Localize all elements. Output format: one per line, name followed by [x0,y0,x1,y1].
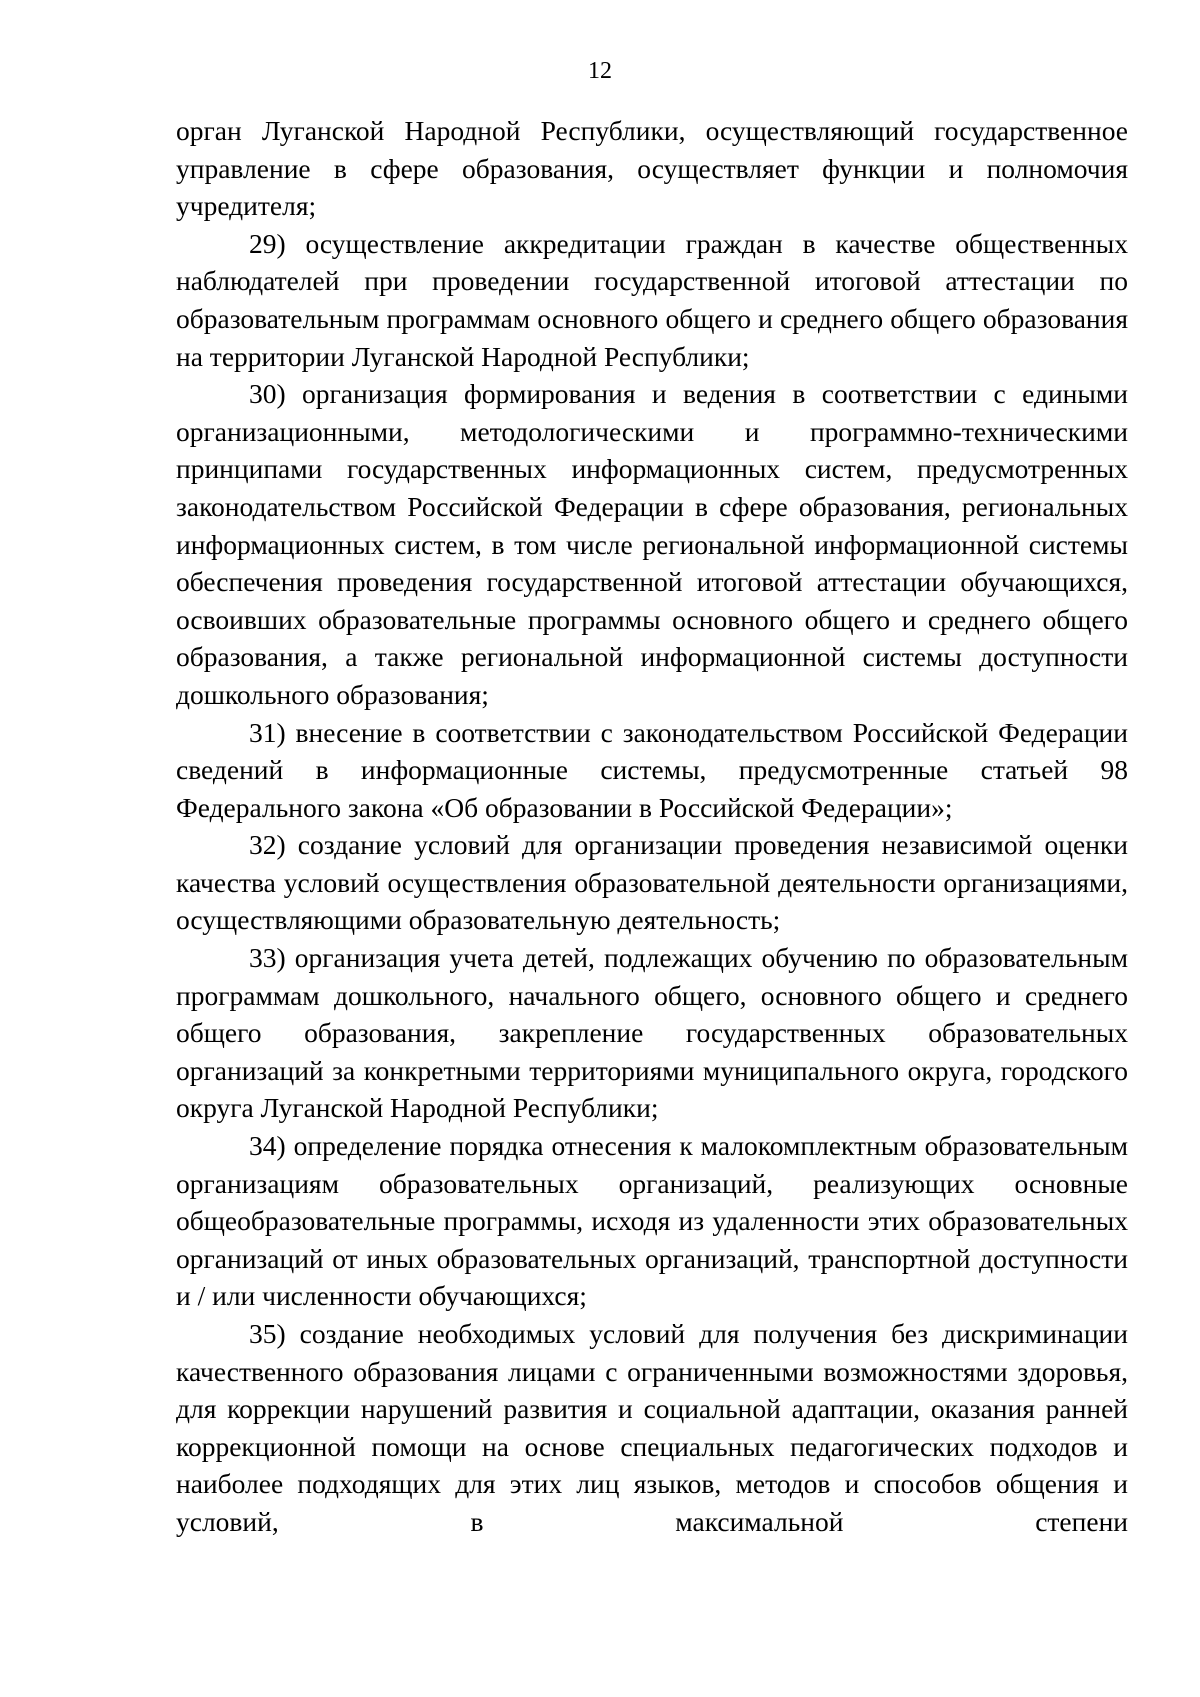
paragraph-item-29: 29) осуществление аккредитации граждан в качестве общественных наблюдателей при проведении государственной итоговой аттестации по образовательным программам основного общего и среднего общего образования на территории Луганской Народной Республики; [176,227,1128,372]
paragraph-item-31: 31) внесение в соответствии с законодательством Российской Федерации сведений в информационные системы, предусмотренные статьей 98 Федерального закона «Об образовании в Российской Федерации»; [176,716,1128,823]
paragraph-item-33: 33) организация учета детей, подлежащих обучению по образовательным программам дошкольного, начального общего, основного общего и среднего общего образования, закрепление государственных образовательных организаций за конкретными территориями муниципального округа, городского округа Луганской Народной Республики; [176,942,1128,1124]
paragraph-item-30: 30) организация формирования и ведения в соответствии с едиными организационными, методологическими и программно-техническими принципами государственных информационных систем, предусмотренных законодательством Российской Федерации в сфере образования, региональных информационных систем, в том числе региональной информационной системы обеспечения проведения государственной итоговой аттестации обучающихся, освоивших образовательные программы основного общего и среднего общего образования, а также региональной информационной системы доступности дошкольного образования; [176,378,1128,710]
document-body [176,112,1128,1541]
paragraph-item-32: 32) создание условий для организации проведения независимой оценки качества условий осуществления образовательной деятельности организациями, осуществляющими образовательную деятельность; [176,829,1128,936]
paragraph-continuation: орган Луганской Народной Республики, осуществляющий государственное управление в сфере образования, осуществляет функции и полномочия учредителя; [176,115,1128,222]
paragraph-item-35: 35) создание необходимых условий для получения без дискриминации качественного образования лицами с ограниченными возможностями здоровья, для коррекции нарушений развития и социальной адаптации, оказания ранней коррекционной помощи на основе специальных педагогических подходов и наиболее подходящих для этих лиц языков, методов и способов общения и условий, в максимальной степени [176,1318,1128,1537]
paragraph-item-34: 34) определение порядка отнесения к малокомплектным образовательным организациям образовательных организаций, реализующих основные общеобразовательные программы, исходя из удаленности этих образовательных организаций от иных образовательных организаций, транспортной доступности и / или численности обучающихся; [176,1130,1128,1312]
page-number: 12 [588,58,612,84]
